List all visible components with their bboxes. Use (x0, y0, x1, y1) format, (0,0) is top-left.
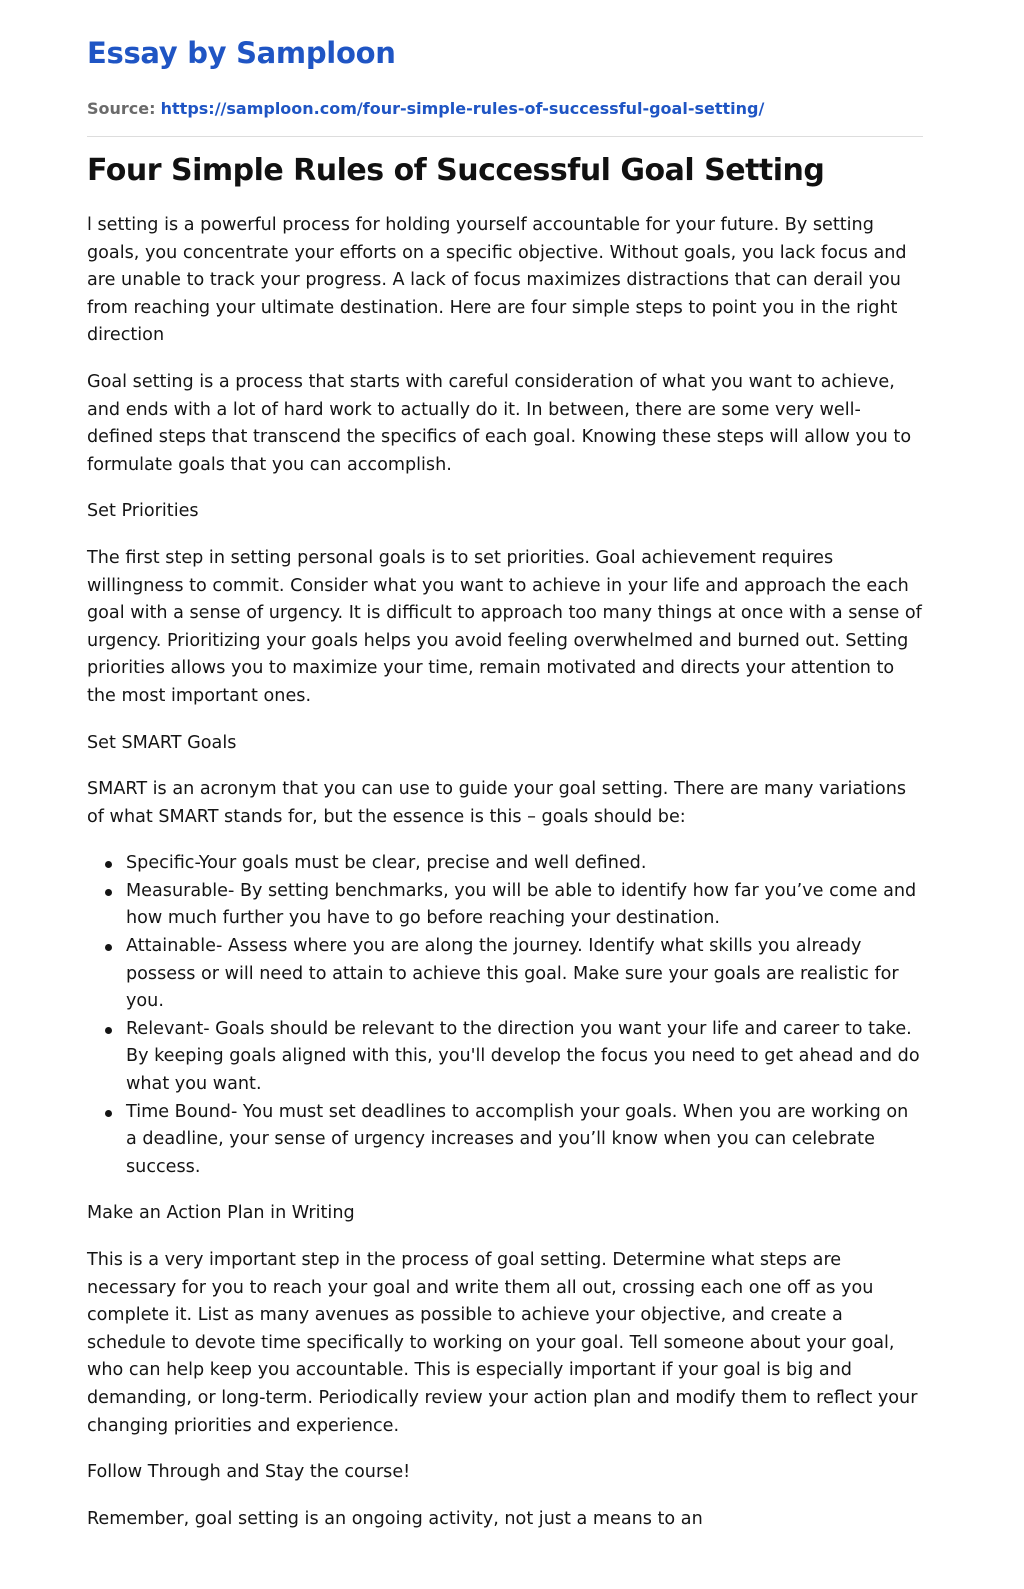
smart-goals-paragraph: SMART is an acronym that you can use to guide your goal setting. There are many variations of what SMART stands for, but the essence is this – goals should be: (87, 779, 907, 827)
list-item (126, 1016, 924, 1099)
section-heading-follow-through: Follow Through and Stay the course! (87, 1462, 411, 1483)
section-heading-smart-goals: Set SMART Goals (87, 732, 237, 753)
bullet-icon (105, 944, 112, 951)
smart-list (87, 850, 924, 1181)
list-item-text: Attainable- Assess where you are along the journey. Identify what skills you already possess or will need to attain to achieve this goal. Make sure your goals are realistic for you. (126, 936, 899, 1012)
bullet-icon (105, 1027, 112, 1034)
list-item (126, 878, 924, 933)
intro-paragraph-1: l setting is a powerful process for holding yourself accountable for your future. By setting goals, you concentrate your efforts on a specific objective. Without goals, you lack focus and are unable to track your progress. A lack of focus maximizes distractions that can derail you from reaching your ultimate destination. Here are four simple steps to point you in the right direction (87, 215, 907, 346)
source-line (87, 98, 924, 120)
bullet-icon (105, 889, 112, 896)
bullet-icon (105, 1110, 112, 1117)
intro-paragraph-2: Goal setting is a process that starts with careful consideration of what you want to achieve, and ends with a lot of hard work to actually do it. In between, there are some very well-defined steps that transcend the specifics of each goal. Knowing these steps will allow you to formulate goals that you can accomplish. (87, 371, 912, 475)
list-item-text: Specific-Your goals must be clear, precise and well defined. (126, 853, 647, 874)
list-item (126, 850, 924, 878)
list-item-text: Relevant- Goals should be relevant to the direction you want your life and career to take. By keeping goals aligned with this, you'll develop the focus you need to get ahead and do what you want. (126, 1018, 920, 1095)
follow-through-paragraph: Remember, goal setting is an ongoing activity, not just a means to an (87, 1508, 703, 1529)
list-item (126, 933, 924, 1016)
section-heading-action-plan: Make an Action Plan in Writing (87, 1203, 355, 1224)
list-item-text: Time Bound- You must set deadlines to accomplish your goals. When you are working on a deadline, your sense of urgency increases and you’ll know when you can celebrate success. (126, 1101, 909, 1177)
list-item (126, 1099, 924, 1182)
section-heading-set-priorities: Set Priorities (87, 501, 199, 522)
site-brand-title: Essay by Samploon (87, 36, 396, 70)
article-body (87, 212, 924, 1533)
action-plan-paragraph: This is a very important step in the process of goal setting. Determine what steps are necessary for you to reach your goal and write them all out, crossing each one off as you complete it. List as many avenues as possible to achieve your objective, and create a schedule to devote time specifically to working on your goal. Tell someone about your goal, who can help keep you accountable. This is especially important if your goal is big and demanding, or long-term. Periodically review your action plan and modify them to reflect your changing priorities and experience. (87, 1250, 918, 1436)
source-link[interactable]: https://samploon.com/four-simple-rules-of-successful-goal-setting/ (160, 99, 765, 118)
article-title: Four Simple Rules of Successful Goal Setting (87, 153, 825, 188)
set-priorities-paragraph: The first step in setting personal goals is to set priorities. Goal achievement requires willingness to commit. Consider what you want to achieve in your life and approach the each goal with a sense of urgency. It is difficult to approach too many things at once with a sense of urgency. Prioritizing your goals helps you avoid feeling overwhelmed and burned out. Setting priorities allows you to maximize your time, remain motivated and directs your attention to the most important ones. (87, 547, 922, 706)
bullet-icon (105, 861, 112, 868)
header-divider (87, 136, 923, 137)
list-item-text: Measurable- By setting benchmarks, you will be able to identify how far you’ve come and how much further you have to go before reaching your destination. (126, 880, 917, 929)
source-label: Source: (87, 99, 156, 118)
